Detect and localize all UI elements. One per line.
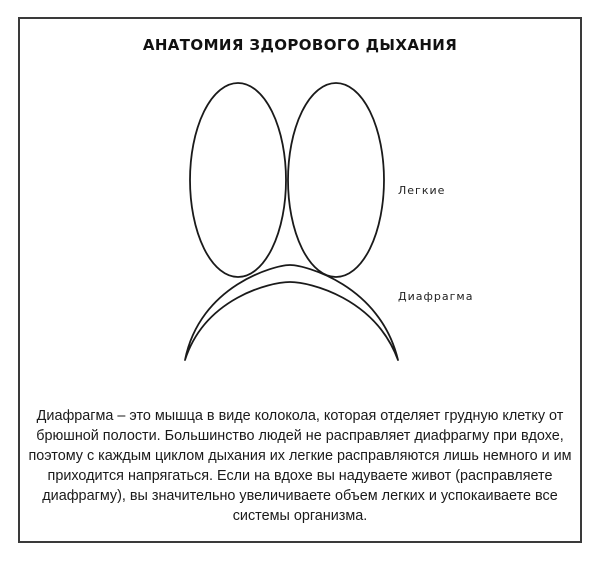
left-lung-shape xyxy=(190,83,286,277)
right-lung-shape xyxy=(288,83,384,277)
diaphragm-shape xyxy=(185,265,398,360)
diagram-title: АНАТОМИЯ ЗДОРОВОГО ДЫХАНИЯ xyxy=(142,36,458,54)
diaphragm-label: Диафрагма xyxy=(398,290,474,303)
lungs-label: Легкие xyxy=(398,184,446,197)
caption-text: Диафрагма – это мышца в виде колокола, которая отделяет грудную клетку от брюшной полости. Большинство людей не расправляет диафрагму при вдохе, поэтому с каждым циклом дыхания их легкие расправляются лишь немного и им приходится напрягаться. Если на вдохе вы надуваете живот (расправляете диафрагму), вы значительно увеличиваете объем легких и успокаиваете все системы организма. xyxy=(28,408,572,524)
